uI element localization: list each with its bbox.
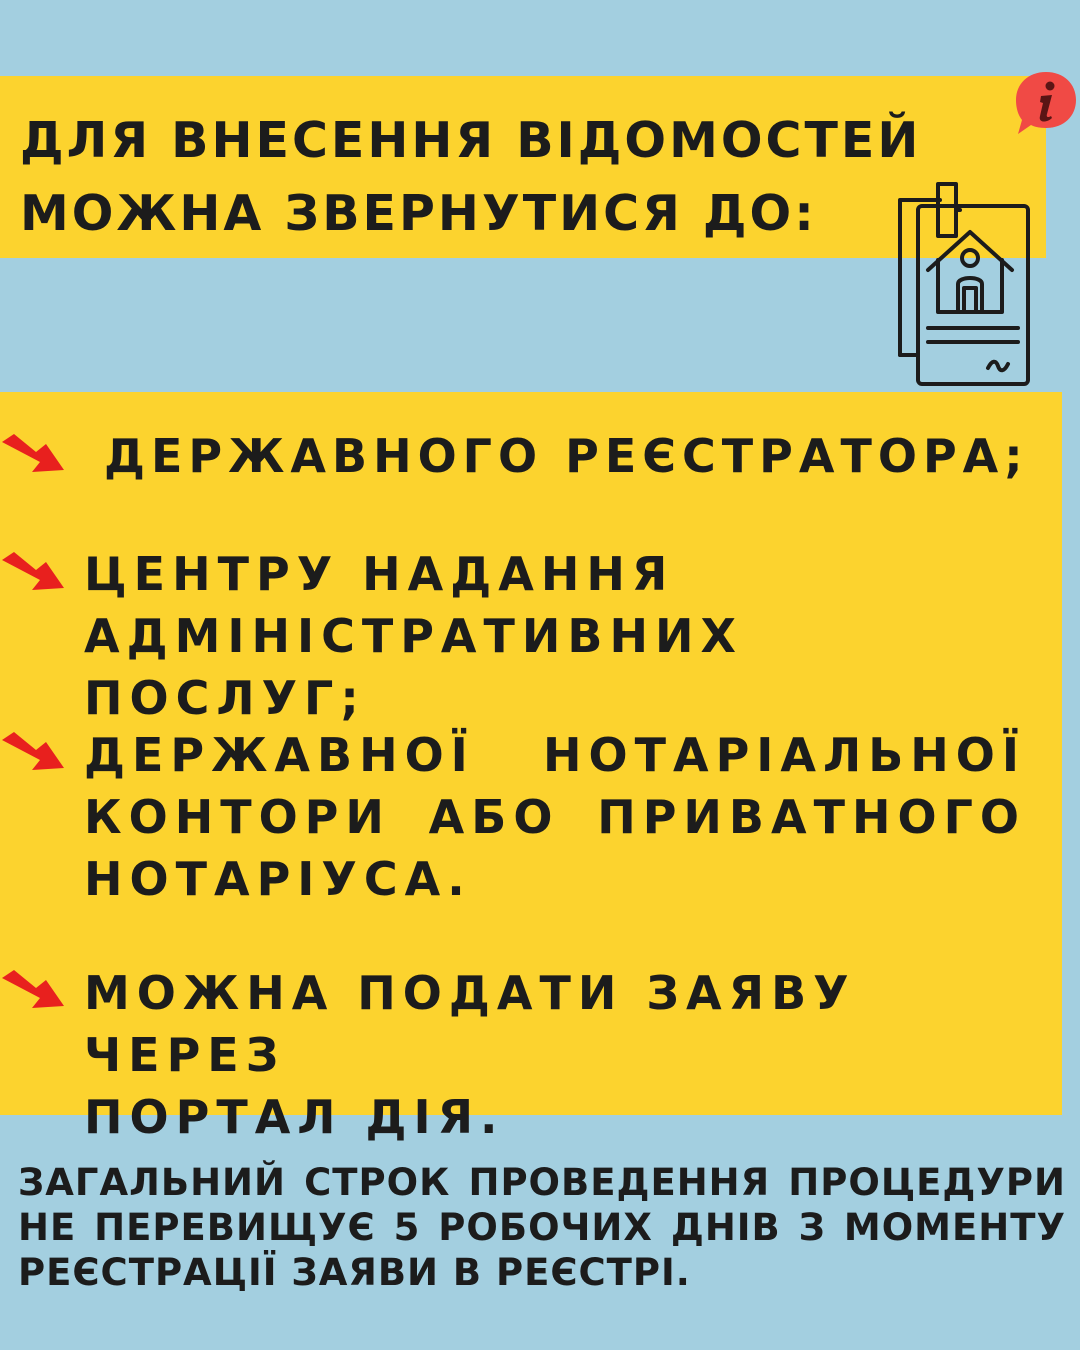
page-title	[20, 104, 980, 250]
house-document-icon	[890, 180, 1034, 390]
list-item-1: ДЕРЖАВНОГО РЕЄСТРАТОРА;	[104, 429, 1029, 483]
red-arrow-icon	[0, 728, 72, 772]
info-icon	[1010, 66, 1080, 138]
footer-note: ЗАГАЛЬНИЙ СТРОК ПРОВЕДЕННЯ ПРОЦЕДУРИ НЕ ПЕРЕВИЩУЄ 5 РОБОЧИХ ДНІВ З МОМЕНТУ РЕЄСТРАЦІЇ ЗАЯВИ В РЕЄСТРІ.	[18, 1161, 1066, 1294]
red-arrow-icon	[0, 966, 72, 1010]
title-line-2: МОЖНА ЗВЕРНУТИСЯ ДО:	[20, 185, 817, 242]
list-item-3: ДЕРЖАВНОЇ НОТАРІАЛЬНОЇ КОНТОРИ АБО ПРИВАТНОГО НОТАРІУСА.	[84, 728, 1026, 906]
list-item-4: МОЖНА ПОДАТИ ЗАЯВУ ЧЕРЕЗ ПОРТАЛ ДІЯ.	[84, 966, 856, 1144]
red-arrow-icon	[0, 430, 72, 474]
title-line-1: ДЛЯ ВНЕСЕННЯ ВІДОМОСТЕЙ	[20, 112, 922, 169]
list-item-2: ЦЕНТРУ НАДАННЯ АДМІНІСТРАТИВНИХ ПОСЛУГ;	[84, 547, 743, 725]
red-arrow-icon	[0, 548, 72, 592]
